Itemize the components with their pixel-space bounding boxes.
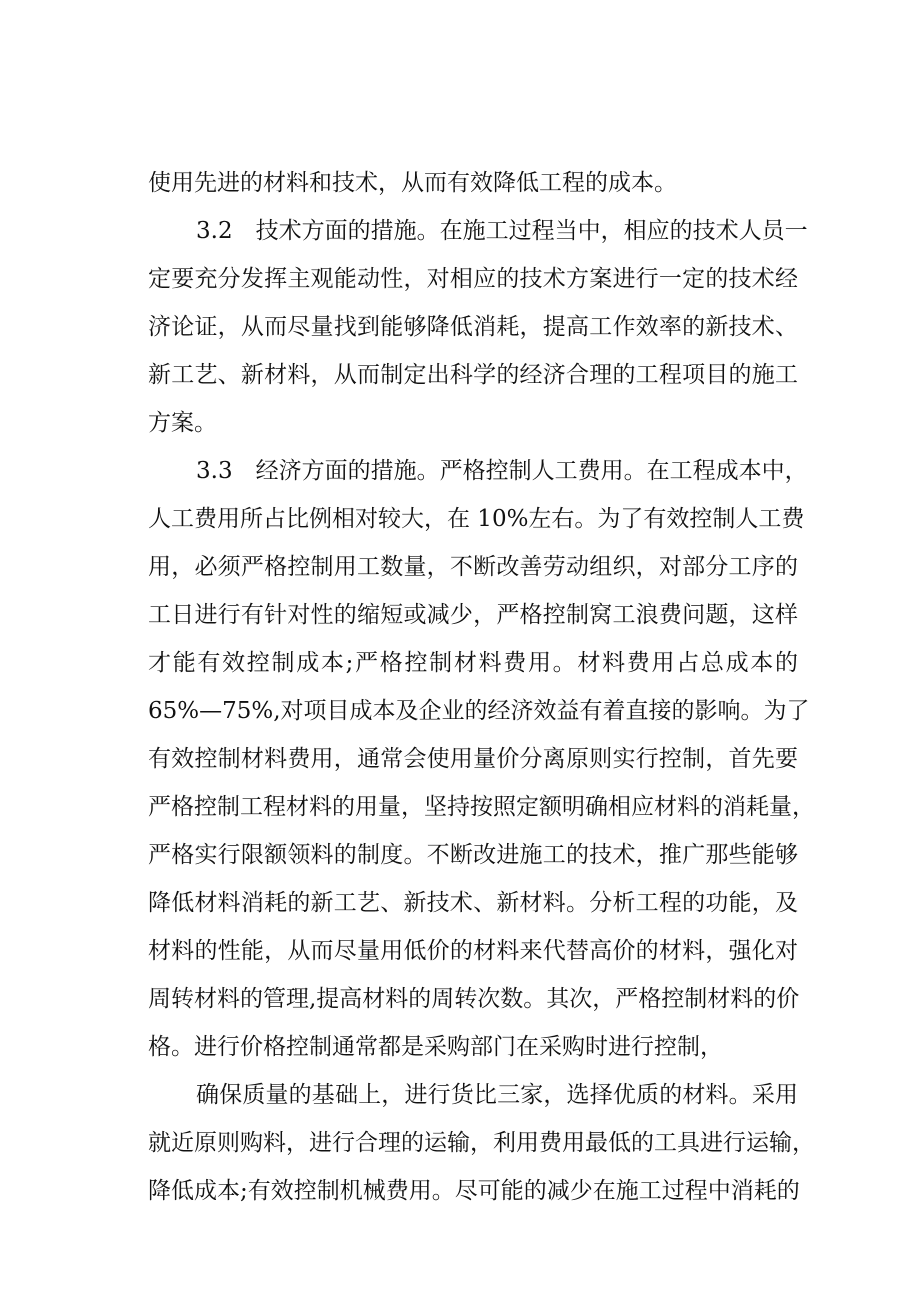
text-line: 降低成本;有效控制机械费用。尽可能的减少在施工过程中消耗的 <box>148 1178 800 1204</box>
text-line: 严格实行限额领料的制度。不断改进施工的技术，推广那些能够 <box>148 842 798 868</box>
text-line: 就近原则购料，进行合理的运输，利用费用最低的工具进行运输， <box>148 1130 815 1156</box>
text-line: 材料的性能，从而尽量用低价的材料来代替高价的材料，强化对 <box>148 938 798 964</box>
text-line: 工日进行有针对性的缩短或减少，严格控制窝工浪费问题，这样 <box>148 602 798 628</box>
text-line: 严格控制工程材料的用量，坚持按照定额明确相应材料的消耗量， <box>148 794 815 820</box>
text-line: 才能有效控制成本;严格控制材料费用。材料费用占总成本的 <box>148 650 798 676</box>
paragraph-start: 确保质量的基础上，进行货比三家，选择优质的材料。采用 <box>196 1082 798 1108</box>
text-line: 定要充分发挥主观能动性，对相应的技术方案进行一定的技术经 <box>148 266 798 292</box>
text-line: 65%—75%,对项目成本及企业的经济效益有着直接的影响。为了 <box>148 698 810 724</box>
text-line: 降低材料消耗的新工艺、新技术、新材料。分析工程的功能，及 <box>148 890 798 916</box>
text-line: 用，必须严格控制用工数量，不断改善劳动组织，对部分工序的 <box>148 554 798 580</box>
text-line: 济论证，从而尽量找到能够降低消耗，提高工作效率的新技术、 <box>148 314 798 340</box>
text-line: 人工费用所占比例相对较大，在 10%左右。为了有效控制人工费 <box>148 506 805 532</box>
text-line: 新工艺、新材料，从而制定出科学的经济合理的工程项目的施工 <box>148 362 798 388</box>
text-line: 格。进行价格控制通常都是采购部门在采购时进行控制， <box>148 1034 723 1060</box>
section-heading-3-2: 3.2 技术方面的措施。在施工过程当中，相应的技术人员一 <box>196 218 808 244</box>
section-heading-3-3: 3.3 经济方面的措施。严格控制人工费用。在工程成本中， <box>196 458 808 484</box>
text-line: 周转材料的管理,提高材料的周转次数。其次，严格控制材料的价 <box>148 986 800 1012</box>
text-line: 有效控制材料费用，通常会使用量价分离原则实行控制，首先要 <box>148 746 798 772</box>
text-line: 方案。 <box>148 410 217 436</box>
text-line: 使用先进的材料和技术，从而有效降低工程的成本。 <box>148 170 677 196</box>
